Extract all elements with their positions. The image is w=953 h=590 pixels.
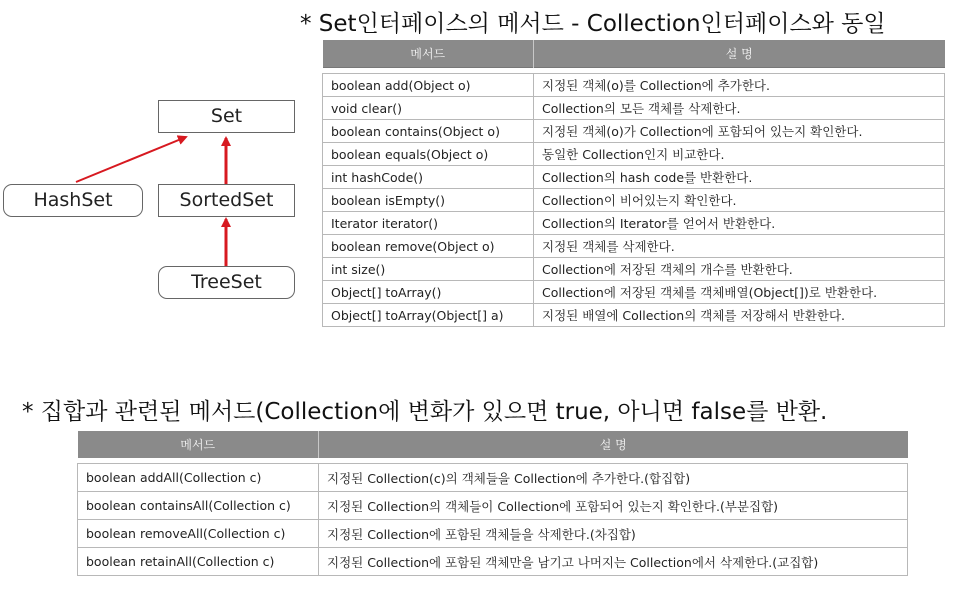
description-cell: Collection의 모든 객체를 삭제한다. — [534, 97, 945, 120]
table-row — [78, 548, 908, 576]
page-title: * Set인터페이스의 메서드 - Collection인터페이스와 동일 — [300, 11, 886, 37]
table-row — [323, 304, 945, 327]
description-cell: 지정된 Collection에 포함된 객체들을 삭제한다.(차집합) — [319, 520, 908, 548]
table-row — [323, 258, 945, 281]
method-cell: boolean contains(Object o) — [323, 120, 534, 143]
method-cell: Object[] toArray() — [323, 281, 534, 304]
method-cell: Iterator iterator() — [323, 212, 534, 235]
column-header-description: 설 명 — [319, 431, 908, 458]
description-cell: 지정된 객체를 삭제한다. — [534, 235, 945, 258]
description-cell: Collection에 저장된 객체를 객체배열(Object[])로 반환한다. — [534, 281, 945, 304]
method-cell: int size() — [323, 258, 534, 281]
treeset-class-box: TreeSet — [158, 266, 295, 299]
description-cell: 지정된 배열에 Collection의 객체를 저장해서 반환한다. — [534, 304, 945, 327]
description-cell: 동일한 Collection인지 비교한다. — [534, 143, 945, 166]
table-row — [323, 281, 945, 304]
description-cell: 지정된 Collection에 포함된 객체만을 남기고 나머지는 Collection에서 삭제한다.(교집합) — [319, 548, 908, 576]
method-cell: boolean containsAll(Collection c) — [78, 492, 319, 520]
hashset-to-set-arrow — [76, 137, 186, 182]
description-cell: 지정된 객체(o)를 Collection에 추가한다. — [534, 74, 945, 97]
table-row — [323, 212, 945, 235]
description-cell: Collection의 Iterator를 얻어서 반환한다. — [534, 212, 945, 235]
method-cell: boolean remove(Object o) — [323, 235, 534, 258]
table-row — [78, 492, 908, 520]
set-methods-table — [322, 40, 945, 327]
description-cell: 지정된 Collection(c)의 객체들을 Collection에 추가한다.(합집합) — [319, 464, 908, 492]
table-row — [323, 143, 945, 166]
description-cell: 지정된 객체(o)가 Collection에 포함되어 있는지 확인한다. — [534, 120, 945, 143]
method-cell: boolean isEmpty() — [323, 189, 534, 212]
column-header-method: 메서드 — [78, 431, 319, 458]
table-row — [323, 74, 945, 97]
method-cell: void clear() — [323, 97, 534, 120]
method-cell: int hashCode() — [323, 166, 534, 189]
section-title: * 집합과 관련된 메서드(Collection에 변화가 있으면 true, 아니면 false를 반환. — [22, 399, 828, 425]
description-cell: Collection이 비어있는지 확인한다. — [534, 189, 945, 212]
table-row — [78, 464, 908, 492]
hashset-class-box: HashSet — [3, 184, 143, 217]
column-header-description: 설 명 — [534, 40, 945, 68]
table-row — [323, 120, 945, 143]
method-cell: boolean equals(Object o) — [323, 143, 534, 166]
set-operation-methods-table — [77, 431, 908, 576]
description-cell: Collection의 hash code를 반환한다. — [534, 166, 945, 189]
description-cell: Collection에 저장된 객체의 개수를 반환한다. — [534, 258, 945, 281]
table-row — [78, 520, 908, 548]
table-row — [323, 97, 945, 120]
description-cell: 지정된 Collection의 객체들이 Collection에 포함되어 있는지 확인한다.(부분집합) — [319, 492, 908, 520]
set-interface-box: Set — [158, 100, 295, 133]
method-cell: boolean add(Object o) — [323, 74, 534, 97]
sortedset-interface-box: SortedSet — [158, 184, 295, 217]
table-row — [323, 189, 945, 212]
method-cell: Object[] toArray(Object[] a) — [323, 304, 534, 327]
table-row — [323, 166, 945, 189]
table-row — [323, 235, 945, 258]
method-cell: boolean addAll(Collection c) — [78, 464, 319, 492]
method-cell: boolean removeAll(Collection c) — [78, 520, 319, 548]
method-cell: boolean retainAll(Collection c) — [78, 548, 319, 576]
column-header-method: 메서드 — [323, 40, 534, 68]
